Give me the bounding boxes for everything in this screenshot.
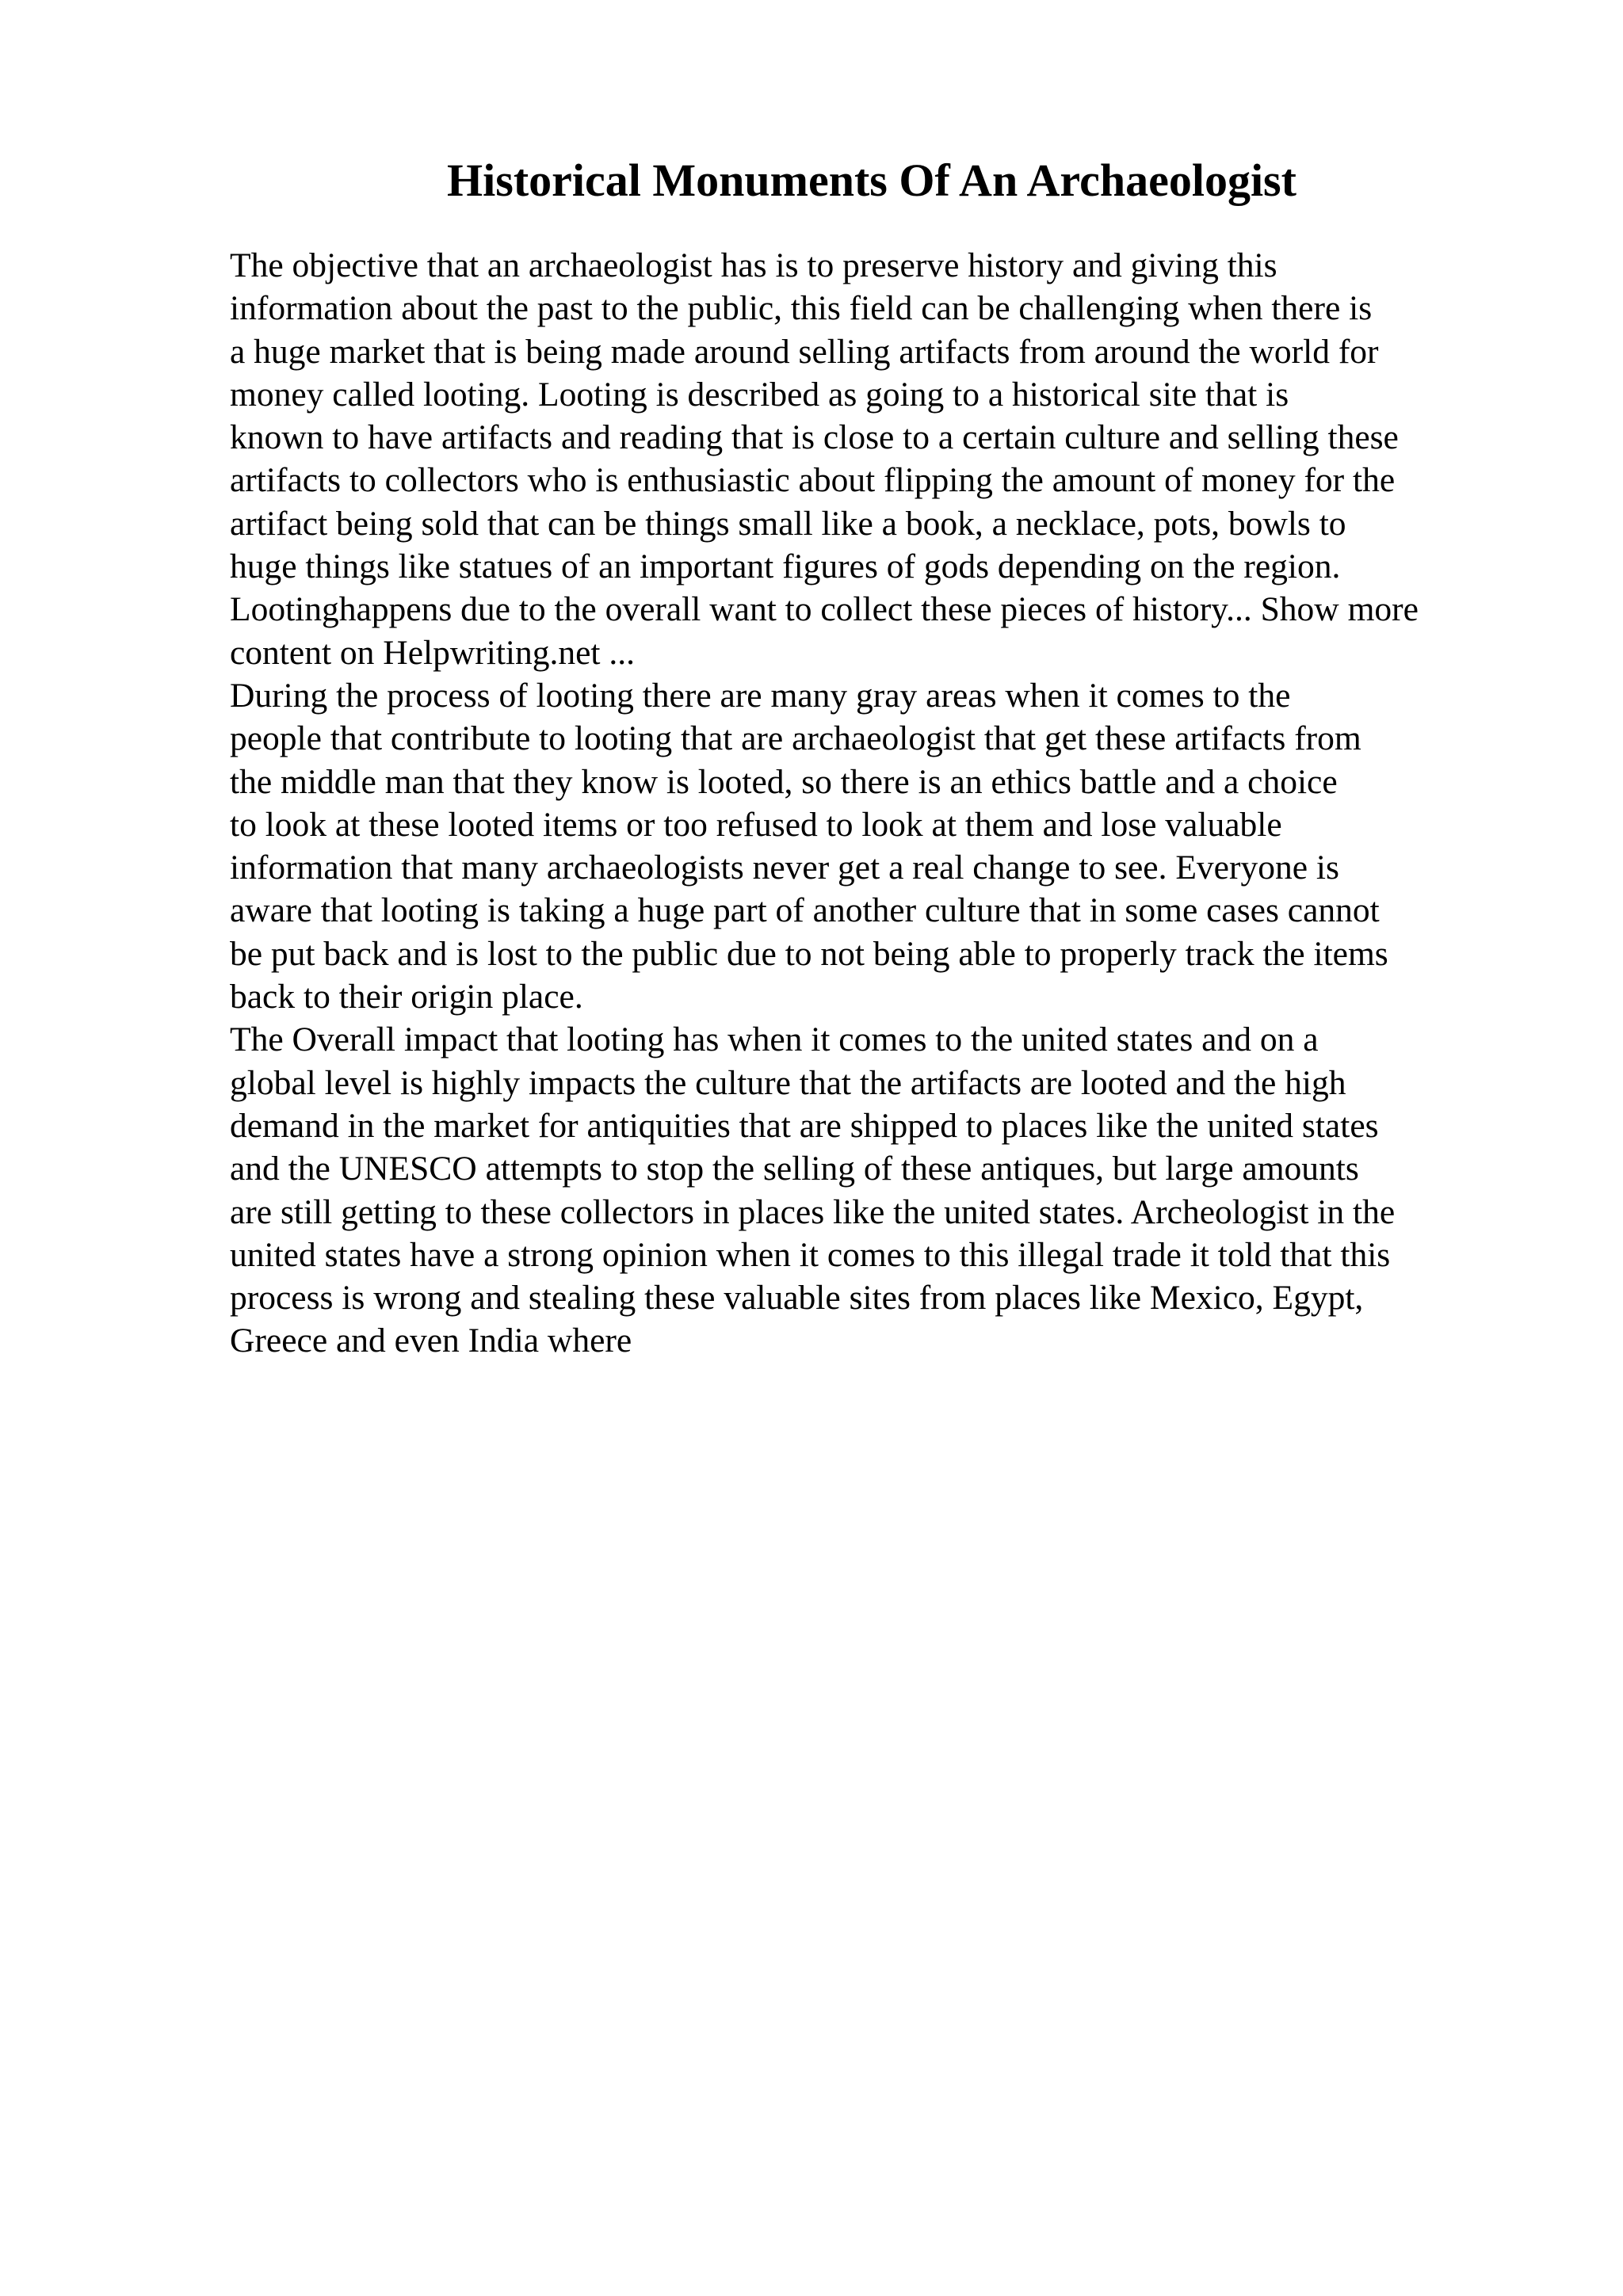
body-line: a huge market that is being made around selling artifacts from around the world for	[230, 332, 1379, 371]
body-line: are still getting to these collectors in places like the united states. Archeologist in the	[230, 1192, 1396, 1231]
body-line: the middle man that they know is looted, so there is an ethics battle and a choice	[230, 762, 1338, 801]
body-line: artifacts to collectors who is enthusiastic about flipping the amount of money for the	[230, 461, 1396, 500]
body-line: to look at these looted items or too refused to look at them and lose valuable	[230, 805, 1282, 844]
body-line: be put back and is lost to the public due to not being able to properly track the items	[230, 934, 1388, 973]
body-line: and the UNESCO attempts to stop the selling of these antiques, but large amounts	[230, 1150, 1359, 1188]
body-line: Greece and even India where	[230, 1322, 632, 1360]
body-line: money called looting. Looting is described as going to a historical site that is	[230, 375, 1289, 414]
body-line: Lootinghappens due to the overall want to collect these pieces of history... Show more	[230, 590, 1419, 629]
body-line: people that contribute to looting that are archaeologist that get these artifacts from	[230, 719, 1361, 758]
body-line: information that many archaeologists never get a real change to see. Everyone is	[230, 849, 1339, 887]
body-line: content on Helpwriting.net ...	[230, 633, 636, 672]
body-line: known to have artifacts and reading that is close to a certain culture and selling these	[230, 418, 1399, 457]
body-line: The objective that an archaeologist has is to preserve history and giving this	[230, 246, 1277, 284]
body-line: united states have a strong opinion when it comes to this illegal trade it told that this	[230, 1235, 1391, 1274]
body-line: process is wrong and stealing these valuable sites from places like Mexico, Egypt,	[230, 1279, 1364, 1318]
body-line: information about the past to the public, this field can be challenging when there is	[230, 289, 1373, 328]
document-title: Historical Monuments Of An Archaeologist	[447, 154, 1296, 206]
body-line: The Overall impact that looting has when it comes to the united states and on a	[230, 1020, 1319, 1059]
body-line: aware that looting is taking a huge part of another culture that in some cases cannot	[230, 891, 1380, 930]
body-line: global level is highly impacts the culture that the artifacts are looted and the high	[230, 1063, 1346, 1102]
body-line: artifact being sold that can be things small like a book, a necklace, pots, bowls to	[230, 504, 1346, 543]
body-line: huge things like statues of an important figures of gods depending on the region.	[230, 547, 1341, 586]
body-line: demand in the market for antiquities that are shipped to places like the united states	[230, 1106, 1379, 1145]
body-line: During the process of looting there are many gray areas when it comes to the	[230, 676, 1291, 715]
document-body	[230, 244, 1593, 1363]
body-line: back to their origin place.	[230, 978, 583, 1016]
